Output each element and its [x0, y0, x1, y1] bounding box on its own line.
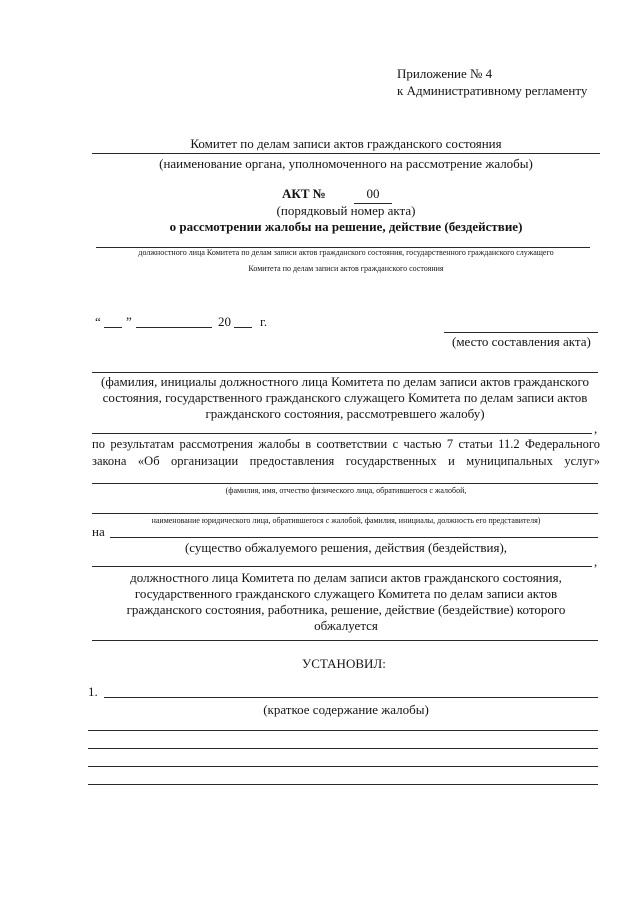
date-year-line — [234, 327, 252, 328]
essence-comma: , — [594, 554, 598, 569]
place-line — [444, 332, 598, 333]
date-day-line — [104, 327, 122, 328]
summary-caption: (краткое содержание жалобы) — [263, 702, 429, 717]
item-number: 1. — [88, 684, 98, 699]
on-desc-1: должностного лица Комитета по делам записи актов гражданского состояния, — [130, 570, 562, 585]
official-caption-1: (фамилия, инициалы должностного лица Комитета по делам записи актов гражданского — [101, 374, 589, 389]
essence-line — [110, 537, 598, 538]
appendix-line-1: Приложение № 4 — [397, 66, 493, 81]
summary-extra-line-1 — [88, 730, 598, 731]
on-label: на — [92, 524, 105, 539]
place-caption: (место составления акта) — [452, 334, 591, 349]
official-caption-2: состояния, государственного гражданского служащего Комитета по делам записи актов — [102, 390, 588, 405]
committee-caption: (наименование органа, уполномоченного на рассмотрение жалобы) — [159, 156, 533, 171]
applicant-line — [92, 483, 598, 484]
on-desc-2: государственного гражданского служащего Комитета по делам записи актов — [134, 586, 558, 601]
applicant-legal-line — [92, 513, 598, 514]
official-act-caption-1: должностного лица Комитета по делам записи актов гражданского состояния, государственного гражданского служащего — [138, 248, 554, 257]
act-number-caption: (порядковый номер акта) — [276, 203, 416, 218]
appendix-line-2: к Административному регламенту — [397, 83, 588, 98]
date-month-line — [136, 327, 212, 328]
official-comma: , — [594, 421, 598, 436]
date-open-quote: “ — [95, 314, 101, 329]
summary-line — [104, 697, 598, 698]
on-desc-4: обжалуется — [314, 618, 378, 633]
summary-extra-line-4 — [88, 784, 598, 785]
summary-extra-line-3 — [88, 766, 598, 767]
official-caption-3: гражданского состояния, рассмотревшего жалобу) — [205, 406, 485, 421]
established-heading: УСТАНОВИЛ: — [302, 656, 386, 671]
act-label: АКТ № — [282, 186, 326, 201]
date-year-prefix: 20 — [218, 314, 231, 329]
date-close-quote: ” — [126, 314, 132, 329]
act-number: 00 — [366, 186, 380, 201]
official-act-caption-2: Комитета по делам записи актов гражданского состояния — [248, 264, 444, 273]
on-desc-line — [92, 640, 598, 641]
act-subject: о рассмотрении жалобы на решение, действие (бездействие) — [169, 219, 523, 234]
results-line-2: закона «Об организации предоставления государственных и муниципальных услуг» — [92, 454, 600, 468]
date-year-suffix: г. — [260, 314, 268, 329]
applicant-legal-caption: наименование юридического лица, обратившегося с жалобой, фамилия, инициалы, должность его представителя) — [151, 516, 541, 525]
essence-caption: (существо обжалуемого решения, действия (бездействия), — [184, 540, 508, 555]
committee-name-line — [92, 153, 600, 154]
committee-name: Комитет по делам записи актов гражданского состояния — [190, 136, 502, 151]
applicant-person-caption: (фамилия, имя, отчество физического лица, обратившегося с жалобой, — [225, 486, 467, 495]
summary-extra-line-2 — [88, 748, 598, 749]
on-desc-3: гражданского состояния, работника, решение, действие (бездействие) которого — [126, 602, 566, 617]
essence-extra-line — [92, 566, 592, 567]
official-extra-line — [92, 433, 592, 434]
results-line-1: по результатам рассмотрения жалобы в соответствии с частью 7 статьи 11.2 Федерального — [92, 437, 600, 451]
official-name-line — [92, 372, 598, 373]
